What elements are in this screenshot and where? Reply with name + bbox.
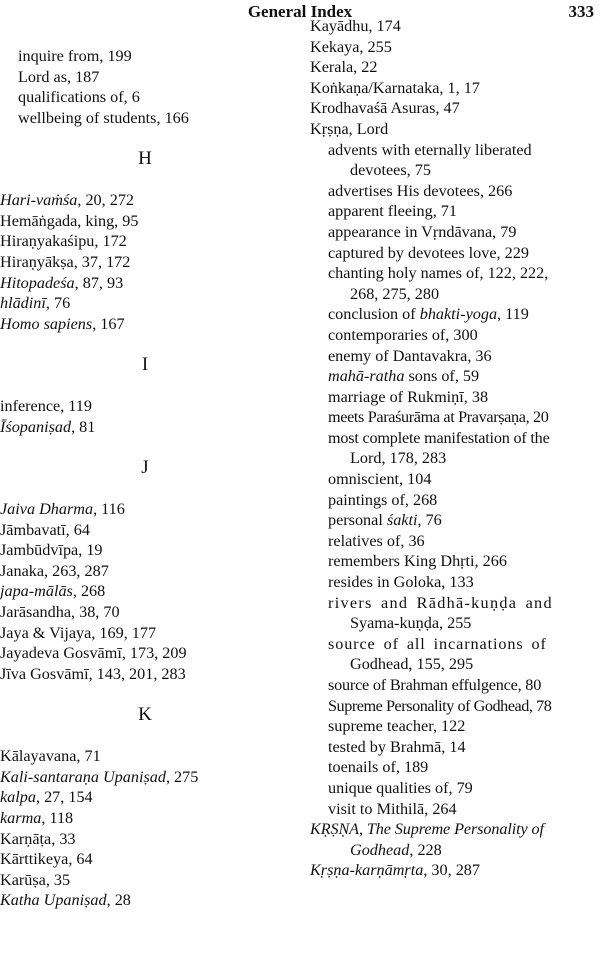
- index-subentry-cont: Lord, 178, 283: [350, 449, 447, 468]
- index-entry: [0, 540, 290, 561]
- index-entry: [0, 417, 290, 438]
- index-subentry: enemy of Dantavakra, 36: [328, 346, 492, 365]
- index-entry: [0, 767, 290, 788]
- index-subentry: remembers King Dhṛti, 266: [328, 552, 507, 571]
- section-i-entries: [0, 396, 290, 437]
- entry-italic: Īśopaniṣad: [0, 417, 72, 436]
- index-entry: [0, 252, 290, 273]
- index-subentry: paintings of, 268: [328, 490, 438, 509]
- entry-text: , 167: [92, 314, 125, 333]
- index-entry: [0, 520, 290, 541]
- index-entry: [0, 190, 290, 211]
- entry-text: , 81: [71, 417, 96, 436]
- index-entry: [0, 808, 290, 829]
- index-entry: [0, 561, 290, 582]
- entry-italic: Homo sapiens: [0, 314, 93, 333]
- index-subentry: qualifications of, 6: [18, 88, 140, 107]
- section-k-entries: [0, 746, 290, 911]
- entry-text: , 116: [93, 500, 125, 519]
- entry-italic: śakti: [386, 511, 418, 530]
- index-entry: [0, 623, 290, 644]
- entry-text: , 268: [72, 582, 106, 601]
- entry-text: , 28: [106, 891, 131, 910]
- index-subentry-cont: devotees, 75: [350, 161, 431, 180]
- entry-text: , 76: [45, 294, 71, 313]
- index-entry: Koṅkaṇa/Karnataka, 1, 17: [310, 78, 480, 97]
- index-entry: [0, 849, 290, 870]
- index-subentry: apparent fleeing, 71: [328, 202, 457, 221]
- entry-italic: Katha Upaniṣad: [0, 891, 107, 910]
- index-subentry: resides in Goloka, 133: [328, 573, 474, 592]
- index-entry: Kerala, 22: [310, 58, 378, 77]
- entry-text: Hiraṇyakaśipu, 172: [0, 232, 127, 251]
- index-subentry: wellbeing of students, 166: [18, 108, 189, 127]
- index-subentry: toenails of, 189: [328, 758, 429, 777]
- entry-text: Kālayavana, 71: [0, 747, 101, 766]
- entry-text: Karṇāṭa, 33: [0, 829, 76, 848]
- index-entry: [0, 211, 290, 232]
- running-title: General Index: [247, 2, 353, 21]
- entry-italic: Hari-vaṁśa: [0, 191, 78, 210]
- index-entry: [0, 870, 290, 891]
- index-entry: [0, 746, 290, 767]
- index-entry: [0, 396, 290, 417]
- entry-text: , 118: [41, 808, 74, 827]
- index-subentry: source of all incarnations of: [328, 634, 547, 653]
- left-column: [0, 46, 290, 911]
- entry-text: , 27, 154: [35, 788, 93, 807]
- entry-text: sons of, 59: [404, 367, 480, 386]
- entry-text: Jambūdvīpa, 19: [0, 541, 103, 560]
- index-subentry: unique qualities of, 79: [328, 778, 473, 797]
- index-entry: [0, 643, 290, 664]
- index-entry: [0, 890, 290, 911]
- entry-text: Jāmbavatī, 64: [0, 520, 90, 539]
- entry-text: conclusion of: [328, 305, 420, 324]
- index-subentry: advertises His devotees, 266: [328, 181, 513, 200]
- section-letter-i: I: [141, 353, 149, 375]
- index-entry: [310, 860, 600, 881]
- entry-text: personal: [328, 511, 387, 530]
- index-subentry: contemporaries of, 300: [328, 325, 478, 344]
- index-subentry-cont: 268, 275, 280: [350, 284, 440, 303]
- index-subentry: source of Brahman effulgence, 80: [328, 676, 542, 694]
- entry-text: , 275: [165, 767, 199, 786]
- index-subentry: [310, 304, 600, 325]
- entry-text: Jayadeva Gosvāmī, 173, 209: [0, 644, 187, 663]
- section-letter-h: H: [138, 147, 152, 169]
- index-entry: [0, 829, 290, 850]
- index-entry: [0, 314, 290, 335]
- section-j-entries: [0, 499, 290, 684]
- index-entry: [0, 499, 290, 520]
- entry-italic: Kṛṣṇa-karṇāmṛta: [310, 861, 424, 880]
- index-entry: Kekaya, 255: [310, 37, 392, 56]
- entry-text: Hiraṇyākṣa, 37, 172: [0, 252, 131, 271]
- index-subentry: appearance in Vṛndāvana, 79: [328, 222, 517, 241]
- entry-italic: kalpa: [0, 788, 36, 807]
- entry-text: Jīva Gosvāmī, 143, 201, 283: [0, 664, 186, 683]
- index-entry: Krodhavaśā Asuras, 47: [310, 99, 460, 118]
- entry-italic: karma: [0, 808, 42, 827]
- index-subentry: supreme teacher, 122: [328, 717, 466, 736]
- section-h-entries: [0, 190, 290, 334]
- section-letter-k: K: [138, 704, 152, 725]
- index-entry: [0, 231, 290, 252]
- index-entry: KṚṢṆA, The Supreme Personality of: [310, 820, 544, 839]
- entry-text: Janaka, 263, 287: [0, 561, 109, 580]
- index-entry: [0, 602, 290, 623]
- index-subentry-cont: Syama-kuṇḍa, 255: [350, 614, 472, 633]
- index-subentry: relatives of, 36: [328, 531, 425, 550]
- index-subentries-continued: [0, 46, 290, 128]
- index-entry: [0, 581, 290, 602]
- index-subentry: [310, 510, 600, 531]
- entry-text: inference, 119: [0, 397, 92, 416]
- entry-text: Hemāṅgada, king, 95: [0, 211, 139, 230]
- entry-text: Karūṣa, 35: [0, 870, 71, 889]
- entry-text: , 119: [497, 305, 529, 324]
- entry-italic: Hitopadeśa: [0, 273, 75, 292]
- index-subentry: Supreme Personality of Godhead, 78: [328, 696, 552, 715]
- entry-text: , 76: [417, 511, 442, 530]
- index-subentry: omniscient, 104: [328, 470, 432, 489]
- index-entry: [0, 293, 290, 314]
- index-entry-krsna: Kṛṣṇa, Lord: [310, 119, 389, 138]
- entry-text: , 228: [409, 840, 442, 859]
- index-subentry: Lord as, 187: [18, 67, 100, 86]
- index-subentry: visit to Mithilā, 264: [328, 799, 457, 818]
- entry-text: , 87, 93: [74, 273, 124, 292]
- index-subentry: inquire from, 199: [18, 47, 132, 65]
- entry-italic: bhakti-yoga: [419, 305, 498, 324]
- entry-italic: Jaiva Dharma: [0, 500, 94, 519]
- index-entry: [0, 787, 290, 808]
- index-subentry: most complete manifestation of the: [328, 428, 550, 447]
- entry-text: Jarāsandha, 38, 70: [0, 603, 120, 622]
- index-entry-cont: [310, 840, 600, 861]
- index-subentry: marriage of Rukmiṇī, 38: [328, 387, 489, 406]
- index-subentry: [310, 366, 600, 387]
- entry-text: Kārttikeya, 64: [0, 850, 93, 869]
- index-subentry: rivers and Rādhā-kuṇḍa and: [328, 593, 553, 612]
- entry-italic: Kali-santaraṇa Upaniṣad: [0, 767, 166, 786]
- index-entry: [0, 664, 290, 685]
- index-entry: [0, 273, 290, 294]
- right-column: [310, 16, 600, 881]
- entry-italic: mahā-ratha: [328, 367, 405, 386]
- entry-italic: japa-mālās: [0, 582, 73, 601]
- index-subentry-cont: Godhead, 155, 295: [350, 655, 474, 674]
- entry-italic: hlādinī: [0, 294, 46, 313]
- section-letter-j: J: [141, 456, 149, 478]
- index-subentry: tested by Brahmā, 14: [328, 737, 466, 756]
- entry-italic: Godhead: [350, 840, 410, 859]
- index-subentry: chanting holy names of, 122, 222,: [328, 264, 549, 283]
- index-subentry: advents with eternally liberated: [328, 140, 532, 159]
- entry-text: Jaya & Vijaya, 169, 177: [0, 623, 157, 642]
- entry-text: , 30, 287: [423, 861, 480, 880]
- page-number: 333: [568, 2, 594, 21]
- entry-text: , 20, 272: [77, 191, 134, 210]
- index-subentry: meets Paraśurāma at Pravarṣaṇa, 20: [328, 408, 549, 427]
- index-entry: Kayādhu, 174: [310, 17, 401, 35]
- index-subentry: captured by devotees love, 229: [328, 243, 529, 262]
